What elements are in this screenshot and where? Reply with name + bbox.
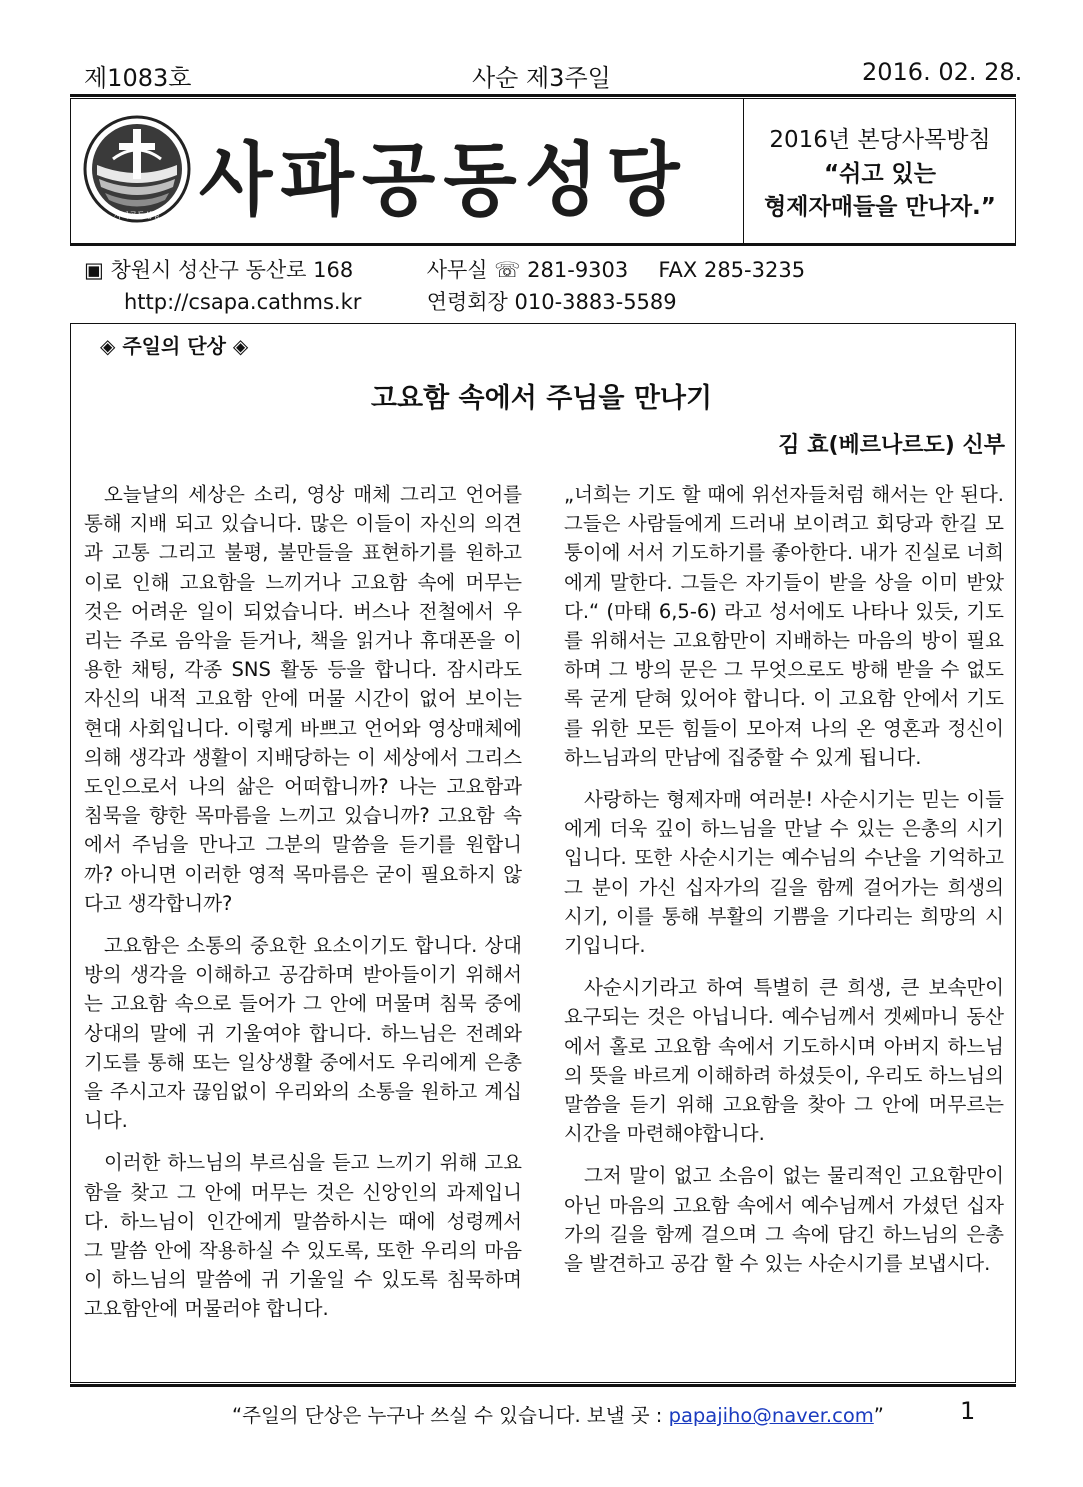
president-phone: 연령회장 010-3883-5589 bbox=[426, 290, 677, 314]
address: ▣ 창원시 성산구 동산로 168 bbox=[84, 258, 354, 282]
issue-number: 제1083호 bbox=[84, 64, 192, 92]
issue-header bbox=[0, 54, 1083, 94]
paragraph: 오늘날의 세상은 소리, 영상 매체 그리고 언어를 통해 지배 되고 있습니다. 많은 이들이 자신의 의견과 고통 그리고 불평, 불만들을 표현하기를 원하고 이로 인해 고요함을 느끼거나 고요함 속에 머무는 것은 어려운 일이 되었습니다. 버스나 전철에서 우리는 주로 음악을 듣거나, 책을 읽거나 휴대폰을 이용한 채팅, 각종 SNS 활동 등을 합니다. 잠시라도 자신의 내적 고요함 안에 머물 시간이 없어 보이는 현대 사회입니다. 이렇게 바쁘고 언어와 영상매체에 의해 생각과 생활이 지배당하는 이 세상에서 그리스도인으로서 나의 삶은 어떠합니까? 나는 고요함과 침묵을 향한 목마름을 느끼고 있습니까? 고요함 속에서 주님을 만나고 그분의 말씀을 듣기를 원합니까? 아니면 이러한 영적 목마름은 굳이 필요하지 않다고 생각합니까? bbox=[84, 483, 522, 915]
article-column-right bbox=[564, 480, 1004, 1291]
footer-note-end: ” bbox=[873, 1404, 884, 1427]
masthead-bottom-rule bbox=[70, 243, 1016, 246]
top-rule bbox=[70, 94, 1016, 97]
masthead bbox=[70, 98, 1016, 244]
pastoral-plan-title: 2016년 본당사목방침 bbox=[769, 127, 991, 153]
pastoral-plan-quote-line-2: 형제자매들을 만나자.” bbox=[764, 194, 996, 220]
parish-logo-icon bbox=[83, 115, 191, 223]
parish-name: 사파공동성당 bbox=[199, 133, 688, 227]
fax-number: FAX 285-3235 bbox=[658, 258, 806, 282]
article-column-left bbox=[84, 480, 522, 1337]
office-phone: 사무실 ☏ 281-9303 bbox=[426, 258, 629, 282]
liturgical-week: 사순 제3주일 bbox=[472, 64, 611, 92]
pastoral-plan-quote-line-1: “쉬고 있는 bbox=[824, 161, 936, 187]
paragraph: 사랑하는 형제자매 여러분! 사순시기는 믿는 이들에게 더욱 깊이 하느님을 만날 수 있는 은총의 시기입니다. 또한 사순시기는 예수님의 수난을 기억하고 그 분이 가신 십자가의 길을 함께 걸어가는 희생의 시기, 이를 통해 부활의 기쁨을 기다리는 희망의 시기입니다. bbox=[564, 788, 1004, 958]
paragraph: 그저 말이 없고 소음이 없는 물리적인 고요함만이 아닌 마음의 고요함 속에서 예수님께서 가셨던 십자가의 길을 함께 걸으며 그 속에 담긴 하느님의 은총을 발견하고 공감 할 수 있는 사순시기를 보냅시다. bbox=[564, 1164, 1004, 1276]
paragraph: 이러한 하느님의 부르심을 듣고 느끼기 위해 고요함을 찾고 그 안에 머무는 것은 신앙인의 과제입니다. 하느님이 인간에게 말씀하시는 때에 성령께서 그 말씀 안에 작용하실 수 있도록, 또한 우리의 마음이 하느님의 말씀에 귀 기울일 수 있도록 침묵하며 고요함안에 머물러야 합니다. bbox=[84, 1151, 522, 1321]
footer-note-text: “주일의 단상은 누구나 쓰실 수 있습니다. 보낼 곳 : bbox=[232, 1404, 669, 1427]
footer-note bbox=[232, 1400, 884, 1428]
page-number: 1 bbox=[960, 1397, 976, 1425]
pastoral-plan-box bbox=[743, 99, 1016, 243]
section-label: ◈ 주일의 단상 ◈ bbox=[100, 334, 249, 358]
paragraph: „너희는 기도 할 때에 위선자들처럼 해서는 안 된다. 그들은 사람들에게 드러내 보이려고 회당과 한길 모퉁이에 서서 기도하기를 좋아한다. 내가 진실로 너희에게 말한다. 그들은 자기들이 받을 상을 이미 받았다.“ (마태 6,5-6) 라고 성서에도 나타나 있듯, 기도를 위해서는 고요함만이 지배하는 마음의 방이 필요하며 그 방의 문은 그 무엇으로도 방해 받을 수 없도록 굳게 닫혀 있어야 합니다. 이 고요함 안에서 기도를 위한 모든 힘들이 모아져 나의 온 영혼과 정신이 하느님과의 만남에 집중할 수 있게 됩니다. bbox=[564, 483, 1004, 769]
contact-info bbox=[84, 254, 805, 318]
article-author: 김 효(베르나르도) 신부 bbox=[778, 433, 1005, 458]
logo-caption: 사파공동성당 bbox=[113, 211, 161, 220]
issue-date: 2016. 02. 28. bbox=[862, 58, 1023, 86]
paragraph: 고요함은 소통의 중요한 요소이기도 합니다. 상대방의 생각을 이해하고 공감하며 받아들이기 위해서는 고요함 속으로 들어가 그 안에 머물며 침묵 중에 상대의 말에 귀 기울여야 합니다. 하느님은 전례와 기도를 통해 또는 일상생활 중에서도 우리에게 은총을 주시고자 끊임없이 우리와의 소통을 원하고 계십니다. bbox=[84, 934, 522, 1133]
website-link[interactable]: http://csapa.cathms.kr bbox=[124, 290, 362, 314]
article-title: 고요함 속에서 주님을 만나기 bbox=[370, 383, 713, 414]
paragraph: 사순시기라고 하여 특별히 큰 희생, 큰 보속만이 요구되는 것은 아닙니다. 예수님께서 겟쎄마니 동산에서 홀로 고요함 속에서 기도하시며 아버지 하느님의 뜻을 바르게 이해하려 하셨듯이, 우리도 하느님의 말씀을 듣기 위해 고요함을 찾아 그 안에 머무르는 시간을 마련해야합니다. bbox=[564, 976, 1004, 1146]
bottom-rule bbox=[70, 1384, 1016, 1387]
email-link[interactable]: papajiho@naver.com bbox=[668, 1404, 874, 1427]
